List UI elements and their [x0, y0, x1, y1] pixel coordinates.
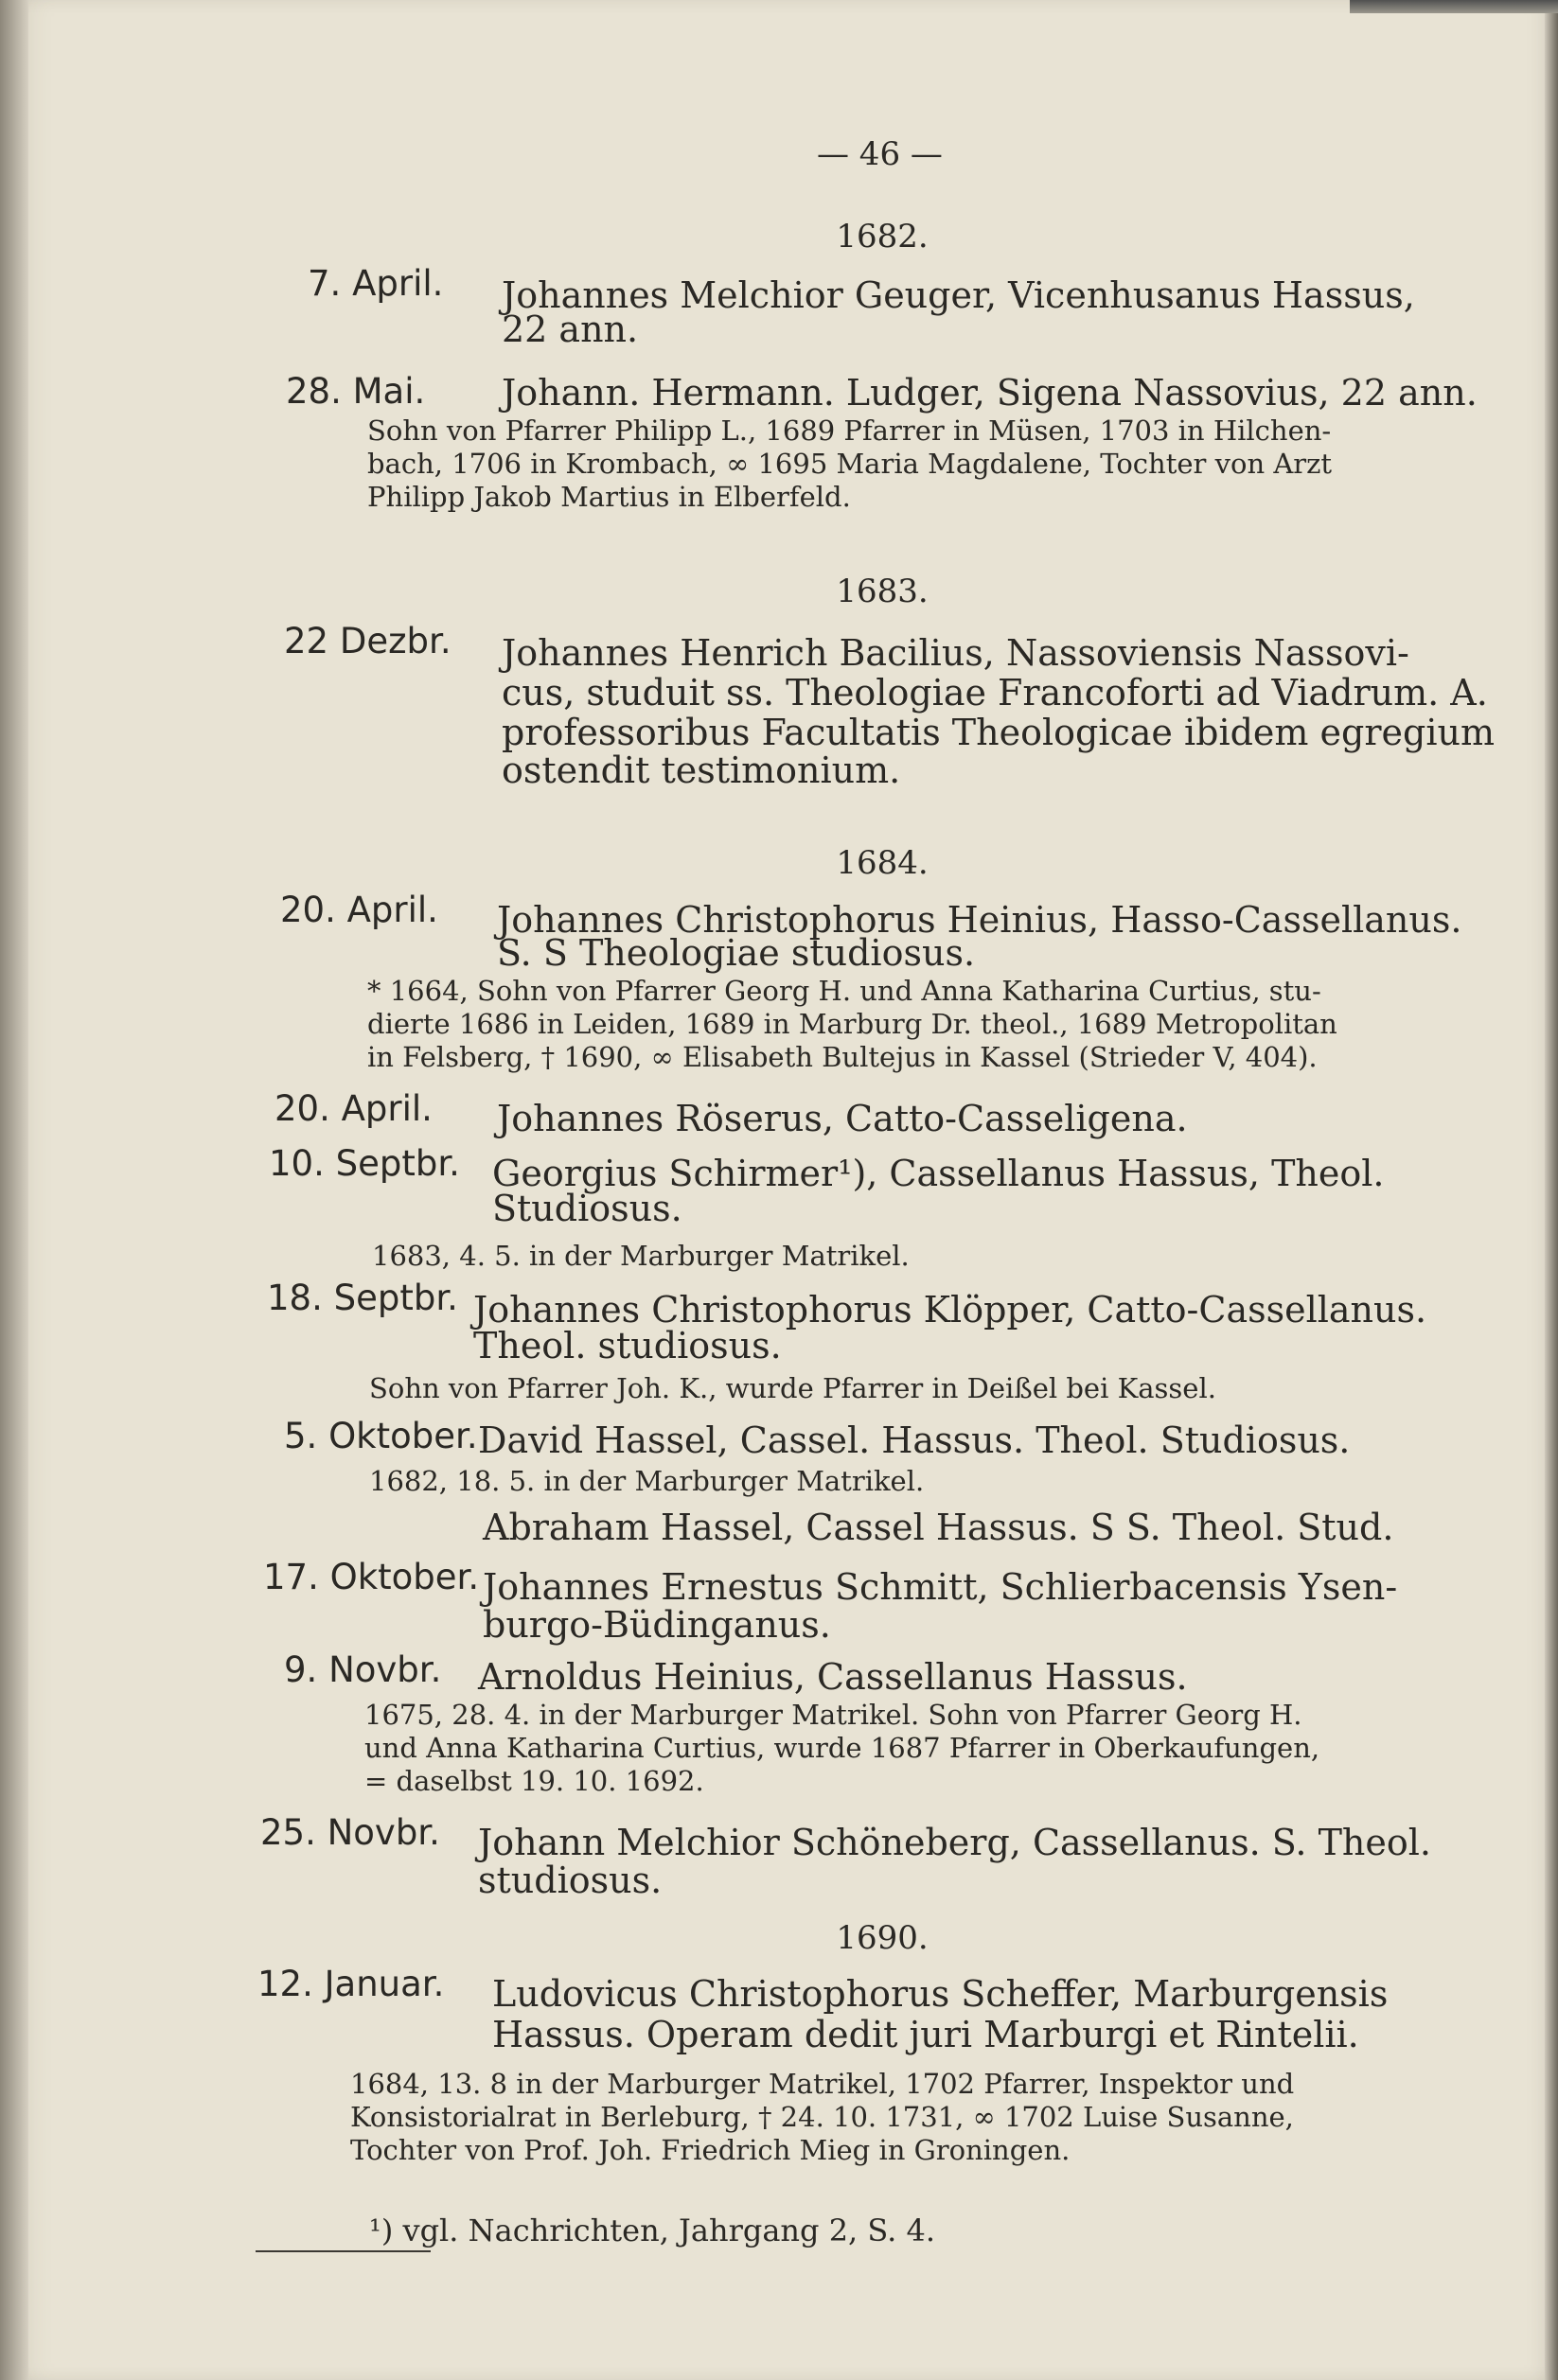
entry-note: bach, 1706 in Krombach, ∞ 1695 Maria Magdalene, Tochter von Arzt [367, 448, 1333, 480]
footnote-separator [256, 2250, 431, 2252]
entry-note: 1682, 18. 5. in der Marburger Matrikel. [369, 1465, 925, 1497]
entry-name: David Hassel, Cassel. Hassus. Theol. Studiosus. [478, 1419, 1351, 1461]
book-binding [0, 0, 28, 2380]
entry-text: burgo-Büdinganus. [483, 1604, 831, 1646]
entry-name-cont: 22 ann. [502, 309, 639, 350]
entry-date: 12. Januar. [257, 1964, 445, 2004]
entry-name: Georgius Schirmer¹), Cassellanus Hassus, Theol. [492, 1153, 1385, 1194]
entry-text: cus, studuit ss. Theologiae Francoforti ad Viadrum. A. [502, 672, 1488, 714]
scan-border [1350, 0, 1558, 13]
entry-note: und Anna Katharina Curtius, wurde 1687 Pfarrer in Oberkaufungen, [364, 1732, 1320, 1764]
entry-date: 10. Septbr. [269, 1143, 460, 1184]
entry-name: Johannes Ernestus Schmitt, Schlierbacensis Ysen- [483, 1566, 1398, 1608]
year-heading: 1682. [836, 218, 929, 256]
entry-text: Hassus. Operam dedit juri Marburgi et Rintelii. [492, 2014, 1359, 2055]
footnote: ¹) vgl. Nachrichten, Jahrgang 2, S. 4. [369, 2213, 936, 2248]
entry-text: ostendit testimonium. [502, 749, 901, 791]
entry-note: = daselbst 19. 10. 1692. [364, 1765, 704, 1797]
entry-name: Johannes Christophorus Klöpper, Catto-Cassellanus. [473, 1289, 1427, 1331]
entry-date: 22 Dezbr. [284, 621, 451, 661]
page-edge [1545, 0, 1558, 2380]
entry-note: 1683, 4. 5. in der Marburger Matrikel. [372, 1240, 910, 1272]
entry-text: professoribus Facultatis Theologicae ibidem egregium [502, 712, 1495, 753]
entry-name: Johannes Henrich Bacilius, Nassoviensis Nassovi- [502, 632, 1409, 674]
year-heading: 1690. [836, 1919, 929, 1957]
year-heading: 1684. [836, 844, 929, 882]
entry-name: Arnoldus Heinius, Cassellanus Hassus. [478, 1656, 1188, 1698]
entry-text: Studiosus. [492, 1188, 682, 1229]
entry-text: studiosus. [478, 1860, 663, 1901]
entry-note: in Felsberg, † 1690, ∞ Elisabeth Bultejus in Kassel (Strieder V, 404). [367, 1041, 1318, 1073]
entry-date: 5. Oktober. [284, 1416, 478, 1456]
page-number: — 46 — [817, 135, 943, 173]
entry-date: 7. April. [308, 263, 444, 304]
entry-note: 1675, 28. 4. in der Marburger Matrikel. Sohn von Pfarrer Georg H. [364, 1699, 1302, 1731]
entry-date: 17. Oktober. [263, 1557, 480, 1597]
entry-note: Konsistorialrat in Berleburg, † 24. 10. 1731, ∞ 1702 Luise Susanne, [350, 2101, 1294, 2133]
entry-name: Johannes Röserus, Catto-Casseligena. [497, 1098, 1188, 1139]
entry-name: Johann Melchior Schöneberg, Cassellanus. S. Theol. [478, 1822, 1431, 1863]
year-heading: 1683. [836, 573, 929, 610]
entry-text: Theol. studiosus. [473, 1325, 782, 1366]
entry-date: 20. April. [274, 1088, 433, 1129]
entry-name: Abraham Hassel, Cassel Hassus. S S. Theol. Stud. [483, 1507, 1394, 1548]
entry-note: Tochter von Prof. Joh. Friedrich Mieg in Groningen. [350, 2134, 1071, 2166]
entry-date: 9. Novbr. [284, 1649, 442, 1690]
entry-text: S. S Theologiae studiosus. [497, 932, 976, 974]
entry-date: 25. Novbr. [260, 1812, 440, 1853]
entry-note: dierte 1686 in Leiden, 1689 in Marburg Dr. theol., 1689 Metropolitan [367, 1008, 1337, 1040]
entry-name: Johann. Hermann. Ludger, Sigena Nassovius, 22 ann. [502, 372, 1478, 414]
entry-name: Johannes Christophorus Heinius, Hasso-Cassellanus. [497, 899, 1462, 941]
entry-note: Philipp Jakob Martius in Elberfeld. [367, 481, 851, 513]
entry-note: * 1664, Sohn von Pfarrer Georg H. und Anna Katharina Curtius, stu- [367, 975, 1321, 1007]
entry-note: 1684, 13. 8 in der Marburger Matrikel, 1702 Pfarrer, Inspektor und [350, 2068, 1295, 2100]
entry-note: Sohn von Pfarrer Joh. K., wurde Pfarrer in Deißel bei Kassel. [369, 1372, 1216, 1404]
entry-date: 28. Mai. [286, 371, 426, 412]
entry-date: 20. April. [280, 890, 438, 930]
entry-name: Johannes Melchior Geuger, Vicenhusanus Hassus, [502, 274, 1415, 316]
entry-note: Sohn von Pfarrer Philipp L., 1689 Pfarrer in Müsen, 1703 in Hilchen- [367, 414, 1332, 447]
entry-date: 18. Septbr. [267, 1278, 458, 1318]
entry-name: Ludovicus Christophorus Scheffer, Marburgensis [492, 1973, 1389, 2015]
